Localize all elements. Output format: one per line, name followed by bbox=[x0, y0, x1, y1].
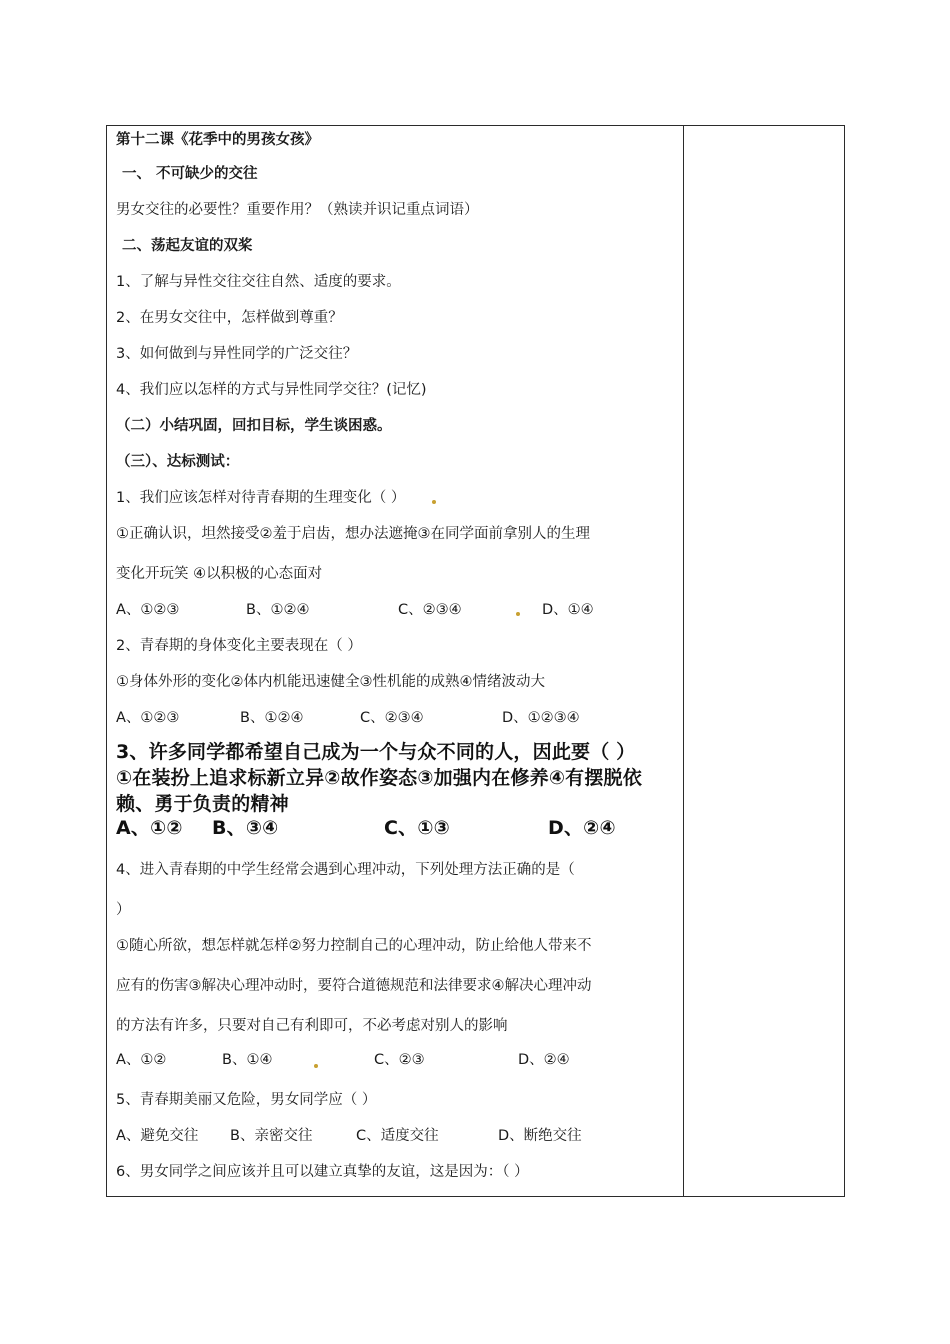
column-divider bbox=[683, 125, 684, 1197]
test-heading: （三）、达标测试： bbox=[116, 454, 240, 470]
section-2-item: 4、我们应以怎样的方式与异性同学交往？(记忆) bbox=[116, 382, 427, 398]
choice: A、避免交往 bbox=[116, 1128, 199, 1144]
section-2-item: 1、了解与异性交往交往自然、适度的要求。 bbox=[116, 274, 401, 290]
choice: C、适度交往 bbox=[356, 1128, 439, 1144]
choice: C、①③ bbox=[384, 817, 450, 839]
question-4: 4、进入青春期的中学生经常会遇到心理冲动，下列处理方法正确的是（ bbox=[116, 862, 575, 878]
ink-speck bbox=[516, 612, 520, 616]
question-1-options: 变化开玩笑 ④以积极的心态面对 bbox=[116, 566, 323, 582]
question-4-options: ①随心所欲，想怎样就怎样②努力控制自己的心理冲动，防止给他人带来不 bbox=[116, 938, 592, 954]
choice: C、②③④ bbox=[398, 602, 462, 618]
question-1: 1、我们应该怎样对待青春期的生理变化（ ） bbox=[116, 490, 406, 506]
section-2-item: 3、如何做到与异性同学的广泛交往？ bbox=[116, 346, 358, 362]
choice: B、③④ bbox=[212, 817, 279, 839]
question-2-options: ①身体外形的变化②体内机能迅速健全③性机能的成熟④情绪波动大 bbox=[116, 674, 545, 690]
choice: A、①② bbox=[116, 817, 183, 839]
choice: D、①②③④ bbox=[502, 710, 580, 726]
question-3-options: 赖、勇于负责的精神 bbox=[116, 793, 289, 815]
choice: D、②④ bbox=[548, 817, 616, 839]
lesson-title: 第十二课《花季中的男孩女孩》 bbox=[116, 132, 319, 148]
question-6: 6、男女同学之间应该并且可以建立真挚的友谊，这是因为：（ ） bbox=[116, 1164, 529, 1180]
choice: B、①④ bbox=[222, 1052, 273, 1068]
section-1-heading: 一、 不可缺少的交往 bbox=[122, 166, 258, 182]
choice: B、①②④ bbox=[240, 710, 304, 726]
choice: C、②③ bbox=[374, 1052, 425, 1068]
choice: B、①②④ bbox=[246, 602, 310, 618]
question-3-options: ①在装扮上追求标新立异②故作姿态③加强内在修养④有摆脱依 bbox=[116, 767, 642, 789]
ink-speck bbox=[432, 500, 436, 504]
question-2: 2、青春期的身体变化主要表现在（ ） bbox=[116, 638, 362, 654]
question-3: 3、许多同学都希望自己成为一个与众不同的人，因此要（ ） bbox=[116, 741, 636, 763]
question-5: 5、青春期美丽又危险，男女同学应（ ） bbox=[116, 1092, 377, 1108]
section-2-heading: 二、荡起友谊的双桨 bbox=[122, 238, 253, 254]
choice: A、①②③ bbox=[116, 710, 180, 726]
choice: D、②④ bbox=[518, 1052, 570, 1068]
question-1-options: ①正确认识，坦然接受②羞于启齿，想办法遮掩③在同学面前拿别人的生理 bbox=[116, 526, 590, 542]
section-1-question: 男女交往的必要性？重要作用？（熟读并识记重点词语） bbox=[116, 202, 479, 218]
choice: D、断绝交往 bbox=[498, 1128, 582, 1144]
section-2-item: 2、在男女交往中，怎样做到尊重？ bbox=[116, 310, 343, 326]
question-4-options: 的方法有许多，只要对自己有利即可，不必考虑对别人的影响 bbox=[116, 1018, 508, 1034]
choice: C、②③④ bbox=[360, 710, 424, 726]
question-4-tail: ） bbox=[116, 902, 131, 918]
question-4-options: 应有的伤害③解决心理冲动时，要符合道德规范和法律要求④解决心理冲动 bbox=[116, 978, 592, 994]
ink-speck bbox=[314, 1064, 318, 1068]
summary-heading: （二）小结巩固，回扣目标，学生谈困惑。 bbox=[116, 418, 392, 434]
choice: A、①② bbox=[116, 1052, 167, 1068]
choice: D、①④ bbox=[542, 602, 594, 618]
choice: A、①②③ bbox=[116, 602, 180, 618]
choice: B、亲密交往 bbox=[230, 1128, 313, 1144]
